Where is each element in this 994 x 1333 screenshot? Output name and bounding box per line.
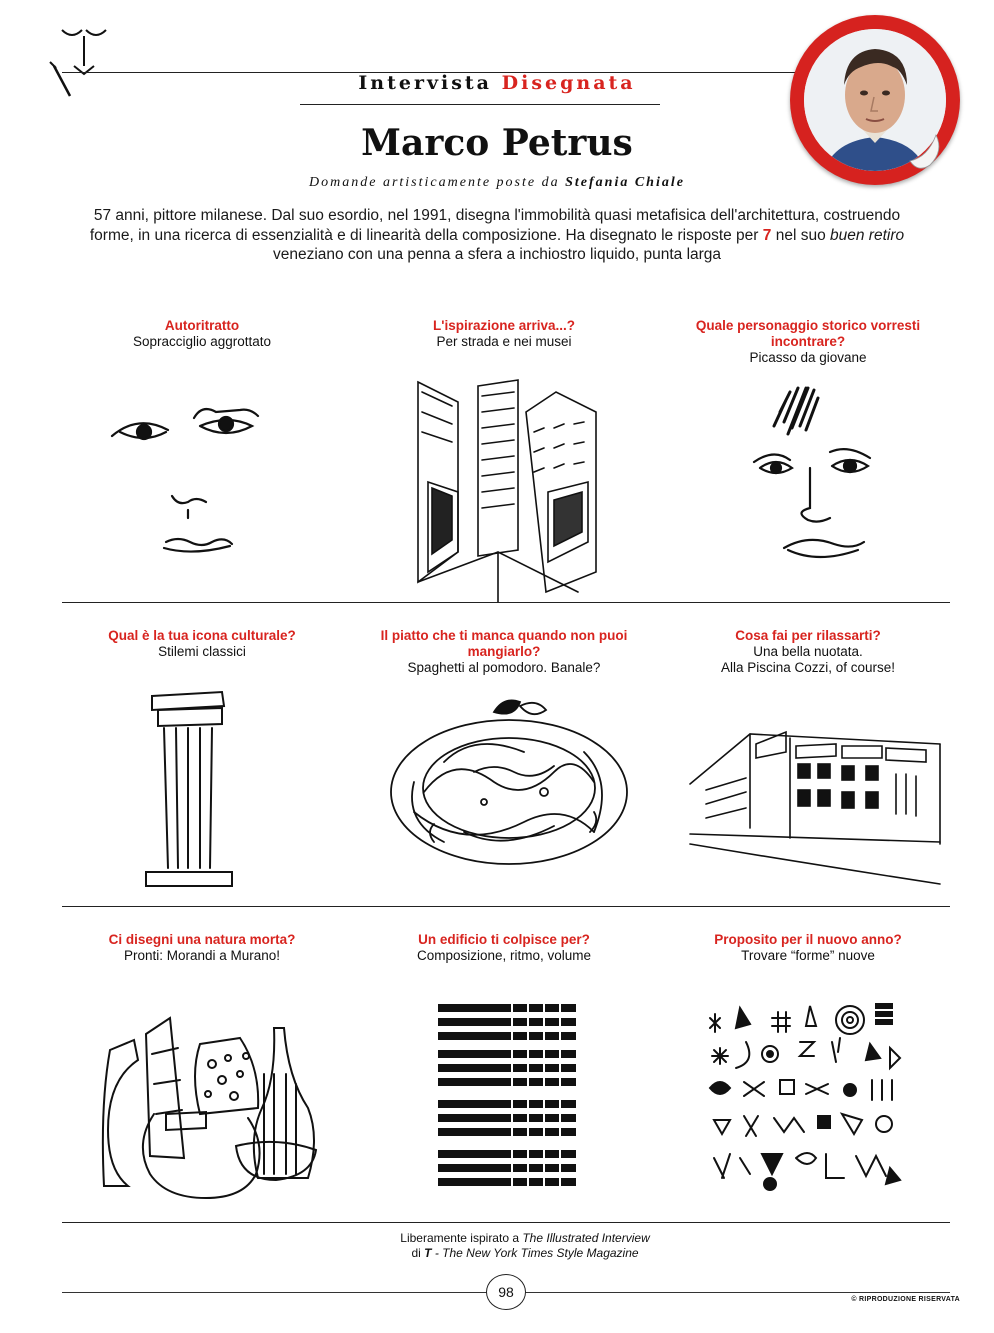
question-title: Quale personaggio storico vorresti incontrare? [695,318,921,349]
question-answer-line2: Alla Piscina Cozzi, of course! [720,660,896,675]
question-7 [52,932,352,964]
question-title: Un edificio ti colpisce per? [418,932,590,947]
byline-author: Stefania Chiale [565,175,685,190]
intro-paragraph [80,206,914,265]
intro-seven: 7 [762,226,772,244]
credit-t: T [424,1246,432,1260]
column-sketch-icon [140,688,240,892]
question-title: L'ispirazione arriva...? [432,318,575,333]
question-answer: Sopracciglio aggrottato [132,334,272,349]
street-sketch-icon [408,372,608,602]
question-6 [658,628,958,676]
header-rule-under [300,104,660,105]
question-title: Autoritratto [164,318,240,333]
question-title: Il piatto che ti manca quando non puoi mangiarlo? [380,628,628,659]
picasso-sketch-icon [744,382,894,582]
page-number: 98 [486,1274,526,1310]
copyright-notice: © RIPRODUZIONE RISERVATA [851,1296,960,1303]
row-divider-1 [62,602,950,603]
credit-prefix: Liberamente ispirato a [400,1231,519,1245]
intro-text-3: veneziano con una penna a sfera a inchiostro liquido, punta larga [272,246,722,263]
question-title: Ci disegni una natura morta? [108,932,296,947]
vases-sketch-icon [96,1014,326,1200]
row-divider-2 [62,906,950,907]
question-answer: Per strada e nei musei [436,334,572,349]
kicker-left: Intervista [358,72,492,94]
intro-text-1: 57 anni, pittore milanese. Dal suo esordio, nel 1991, disegna l'immobilità quasi metafisica dell'architettura, costruendo forme, in una ricerca di essenzialità e di linearità della composizione. Ha disegnato le risposte per [89,207,901,244]
question-3 [658,318,958,366]
question-8 [354,932,654,964]
footer-rule [62,1222,950,1223]
credit-line-2 [300,1246,750,1261]
question-4 [52,628,352,660]
intro-text-2: nel suo [775,226,826,244]
question-9 [658,932,958,964]
question-answer: Pronti: Morandi a Murano! [123,948,281,963]
intro-italic: buen retiro [830,226,905,244]
question-answer: Picasso da giovane [749,350,867,365]
scattered-shapes-sketch-icon [700,998,910,1198]
question-answer: Stilemi classici [158,644,246,659]
question-answer: Composizione, ritmo, volume [416,948,592,963]
question-answer: Trovare “forme” nuove [741,948,875,963]
question-answer: Spaghetti al pomodoro. Banale? [407,660,601,675]
credit-magazine: - The New York Times Style Magazine [434,1246,639,1260]
scales-logo-icon [40,22,116,107]
credit-di: di [411,1246,421,1260]
author-portrait [790,15,960,185]
credit-title: The Illustrated Interview [522,1231,650,1245]
byline-prefix: Domande artisticamente poste da [309,175,560,190]
kicker-right: Disegnata [501,72,636,94]
question-1 [52,318,352,350]
question-5 [354,628,654,676]
spaghetti-sketch-icon [384,692,634,882]
pool-building-sketch-icon [686,694,946,886]
question-title: Proposito per il nuovo anno? [714,932,902,947]
face-sketch-icon [100,392,300,562]
question-title: Cosa fai per rilassarti? [735,628,881,643]
page-title: Marco Petrus [361,122,633,164]
question-answer-line1: Una bella nuotata. [753,644,863,659]
credit-line-1 [300,1231,750,1246]
question-title: Qual è la tua icona culturale? [108,628,296,643]
question-2 [354,318,654,350]
credit-note [300,1231,750,1261]
striped-building-sketch-icon [432,1000,582,1200]
